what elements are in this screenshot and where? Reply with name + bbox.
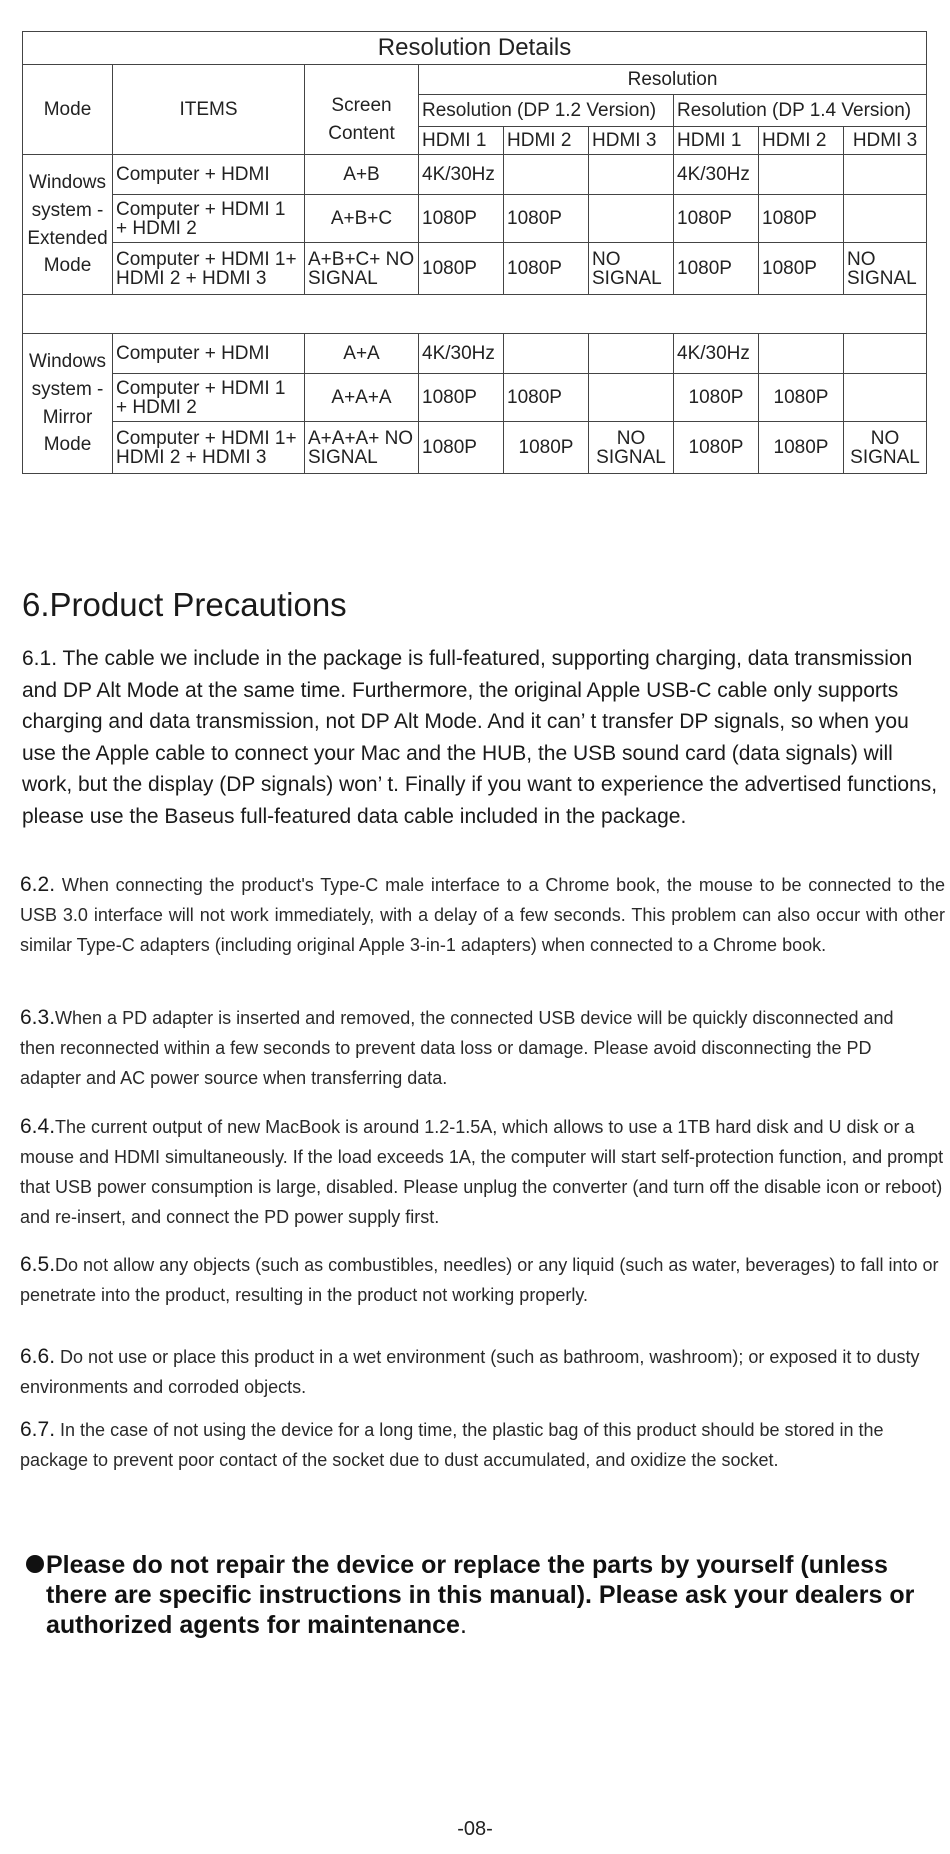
header-dp14-hdmi2: HDMI 2 [759, 127, 844, 155]
item-cell: Computer + HDMI 1+ HDMI 2 + HDMI 3 [113, 422, 305, 474]
precaution-6-5 [20, 1250, 945, 1310]
value-cell: 1080P [759, 195, 844, 243]
precaution-text: The current output of new MacBook is around 1.2-1.5A, which allows to use a 1TB hard disk and U disk or a mouse and HDMI simultaneously. If the load exceeds 1A, the computer will start self-protection function, and prompt that USB power consumption is large, disabled. Please unplug the converter (and turn off the disable icon or reboot) and re-insert, and connect the PD power supply first. [20, 1117, 944, 1227]
value-cell [504, 334, 589, 374]
value-cell: 1080P [674, 195, 759, 243]
header-dp12: Resolution (DP 1.2 Version) [419, 95, 674, 127]
value-cell: NO SIGNAL [844, 243, 927, 295]
header-mode: Mode [23, 65, 113, 155]
value-cell: 1080P [504, 195, 589, 243]
screen-cell: A+B+C+ NO SIGNAL [305, 243, 419, 295]
value-cell: 4K/30Hz [419, 155, 504, 195]
value-cell: NO SIGNAL [844, 422, 927, 474]
precaution-6-2 [20, 870, 945, 960]
precaution-text: The cable we include in the package is full-featured, supporting charging, data transmission and DP Alt Mode at the same time. Furthermore, the original Apple USB-C cable only supports charging and data transmission, not DP Alt Mode. And it can’ t transfer DP signals, so when you use the Apple cable to connect your Mac and the HUB, the USB sound card (data signals) will work, but the display (DP signals) won’ t. Finally if you want to experience the advertised functions, please use the Baseus full-featured data cable included in the package. [22, 647, 938, 828]
value-cell: 1080P [759, 422, 844, 474]
precaution-number: 6.4. [20, 1115, 56, 1138]
precaution-number: 6.7. [20, 1418, 56, 1441]
value-cell: 4K/30Hz [419, 334, 504, 374]
precaution-6-7 [20, 1415, 945, 1475]
precaution-6-6 [20, 1342, 945, 1402]
value-cell: NO SIGNAL [589, 243, 674, 295]
header-dp14-hdmi1: HDMI 1 [674, 127, 759, 155]
value-cell: 1080P [419, 374, 504, 422]
header-dp12-hdmi2: HDMI 2 [504, 127, 589, 155]
page-number: -08- [457, 1818, 493, 1840]
item-cell: Computer + HDMI 1 + HDMI 2 [113, 195, 305, 243]
maintenance-warning [22, 1550, 932, 1640]
value-cell [844, 155, 927, 195]
value-cell: 1080P [759, 374, 844, 422]
item-cell: Computer + HDMI [113, 155, 305, 195]
value-cell: NO SIGNAL [589, 422, 674, 474]
resolution-details-table [22, 31, 927, 474]
header-dp12-hdmi1: HDMI 1 [419, 127, 504, 155]
precaution-number: 6.2. [20, 873, 56, 896]
value-cell [844, 195, 927, 243]
precaution-number: 6.1. [22, 647, 58, 670]
value-cell [504, 155, 589, 195]
table-title: Resolution Details [23, 32, 927, 65]
value-cell [759, 155, 844, 195]
screen-cell: A+B+C [305, 195, 419, 243]
precaution-6-3 [20, 1003, 900, 1093]
bullet-icon [26, 1555, 44, 1573]
value-cell: 1080P [674, 422, 759, 474]
item-cell: Computer + HDMI 1+ HDMI 2 + HDMI 3 [113, 243, 305, 295]
screen-cell: A+A+A+ NO SIGNAL [305, 422, 419, 474]
screen-cell: A+B [305, 155, 419, 195]
value-cell: 1080P [504, 422, 589, 474]
precaution-text: When connecting the product's Type-C male interface to a Chrome book, the mouse to be connected to the USB 3.0 interface will not work immediately, with a delay of a few seconds. This problem can also occur with other similar Type-C adapters (including original Apple 3-in-1 adapters) when connected to a Chrome book. [20, 875, 945, 955]
value-cell: 1080P [674, 374, 759, 422]
mode-extended: Windows system - Extended Mode [23, 155, 113, 295]
value-cell: 4K/30Hz [674, 155, 759, 195]
precaution-text: In the case of not using the device for a long time, the plastic bag of this product should be stored in the package to prevent poor contact of the socket due to dust accumulated, and oxidize the socket. [20, 1420, 884, 1470]
screen-cell: A+A+A [305, 374, 419, 422]
precaution-number: 6.5. [20, 1253, 56, 1276]
value-cell [759, 334, 844, 374]
item-cell: Computer + HDMI 1 + HDMI 2 [113, 374, 305, 422]
precaution-text: Do not use or place this product in a wet environment (such as bathroom, washroom); or exposed it to dusty environments and corroded objects. [20, 1347, 920, 1397]
value-cell [589, 195, 674, 243]
value-cell: 1080P [504, 243, 589, 295]
value-cell: 1080P [419, 243, 504, 295]
header-resolution: Resolution [419, 65, 927, 95]
value-cell [844, 374, 927, 422]
value-cell [589, 374, 674, 422]
precaution-6-1 [22, 643, 942, 832]
warning-text: Please do not repair the device or replace the parts by yourself (unless there are specific instructions in this manual). Please ask your dealers or authorized agents for maintenance [46, 1551, 915, 1639]
precaution-number: 6.6. [20, 1345, 56, 1368]
value-cell: 1080P [759, 243, 844, 295]
value-cell: 1080P [419, 422, 504, 474]
header-screen-content: Screen Content [305, 65, 419, 155]
section-title: 6.Product Precautions [22, 586, 347, 623]
warning-period: . [459, 1611, 467, 1639]
precaution-text: When a PD adapter is inserted and removed, the connected USB device will be quickly disconnected and then reconnected within a few seconds to prevent data loss or damage. Please avoid disconnecting the PD adapter and AC power source when transferring data. [20, 1008, 894, 1088]
precaution-number: 6.3. [20, 1006, 56, 1029]
header-dp12-hdmi3: HDMI 3 [589, 127, 674, 155]
mode-mirror: Windows system - Mirror Mode [23, 334, 113, 474]
screen-cell: A+A [305, 334, 419, 374]
value-cell: 4K/30Hz [674, 334, 759, 374]
value-cell [844, 334, 927, 374]
precaution-text: Do not allow any objects (such as combustibles, needles) or any liquid (such as water, beverages) to fall into or penetrate into the product, resulting in the product not working properly. [20, 1255, 939, 1305]
value-cell [589, 334, 674, 374]
header-dp14: Resolution (DP 1.4 Version) [674, 95, 927, 127]
item-cell: Computer + HDMI [113, 334, 305, 374]
precaution-6-4 [20, 1112, 945, 1232]
value-cell [589, 155, 674, 195]
header-dp14-hdmi3: HDMI 3 [844, 127, 927, 155]
header-items: ITEMS [113, 65, 305, 155]
value-cell: 1080P [504, 374, 589, 422]
table-spacer-row [23, 295, 927, 334]
value-cell: 1080P [674, 243, 759, 295]
value-cell: 1080P [419, 195, 504, 243]
